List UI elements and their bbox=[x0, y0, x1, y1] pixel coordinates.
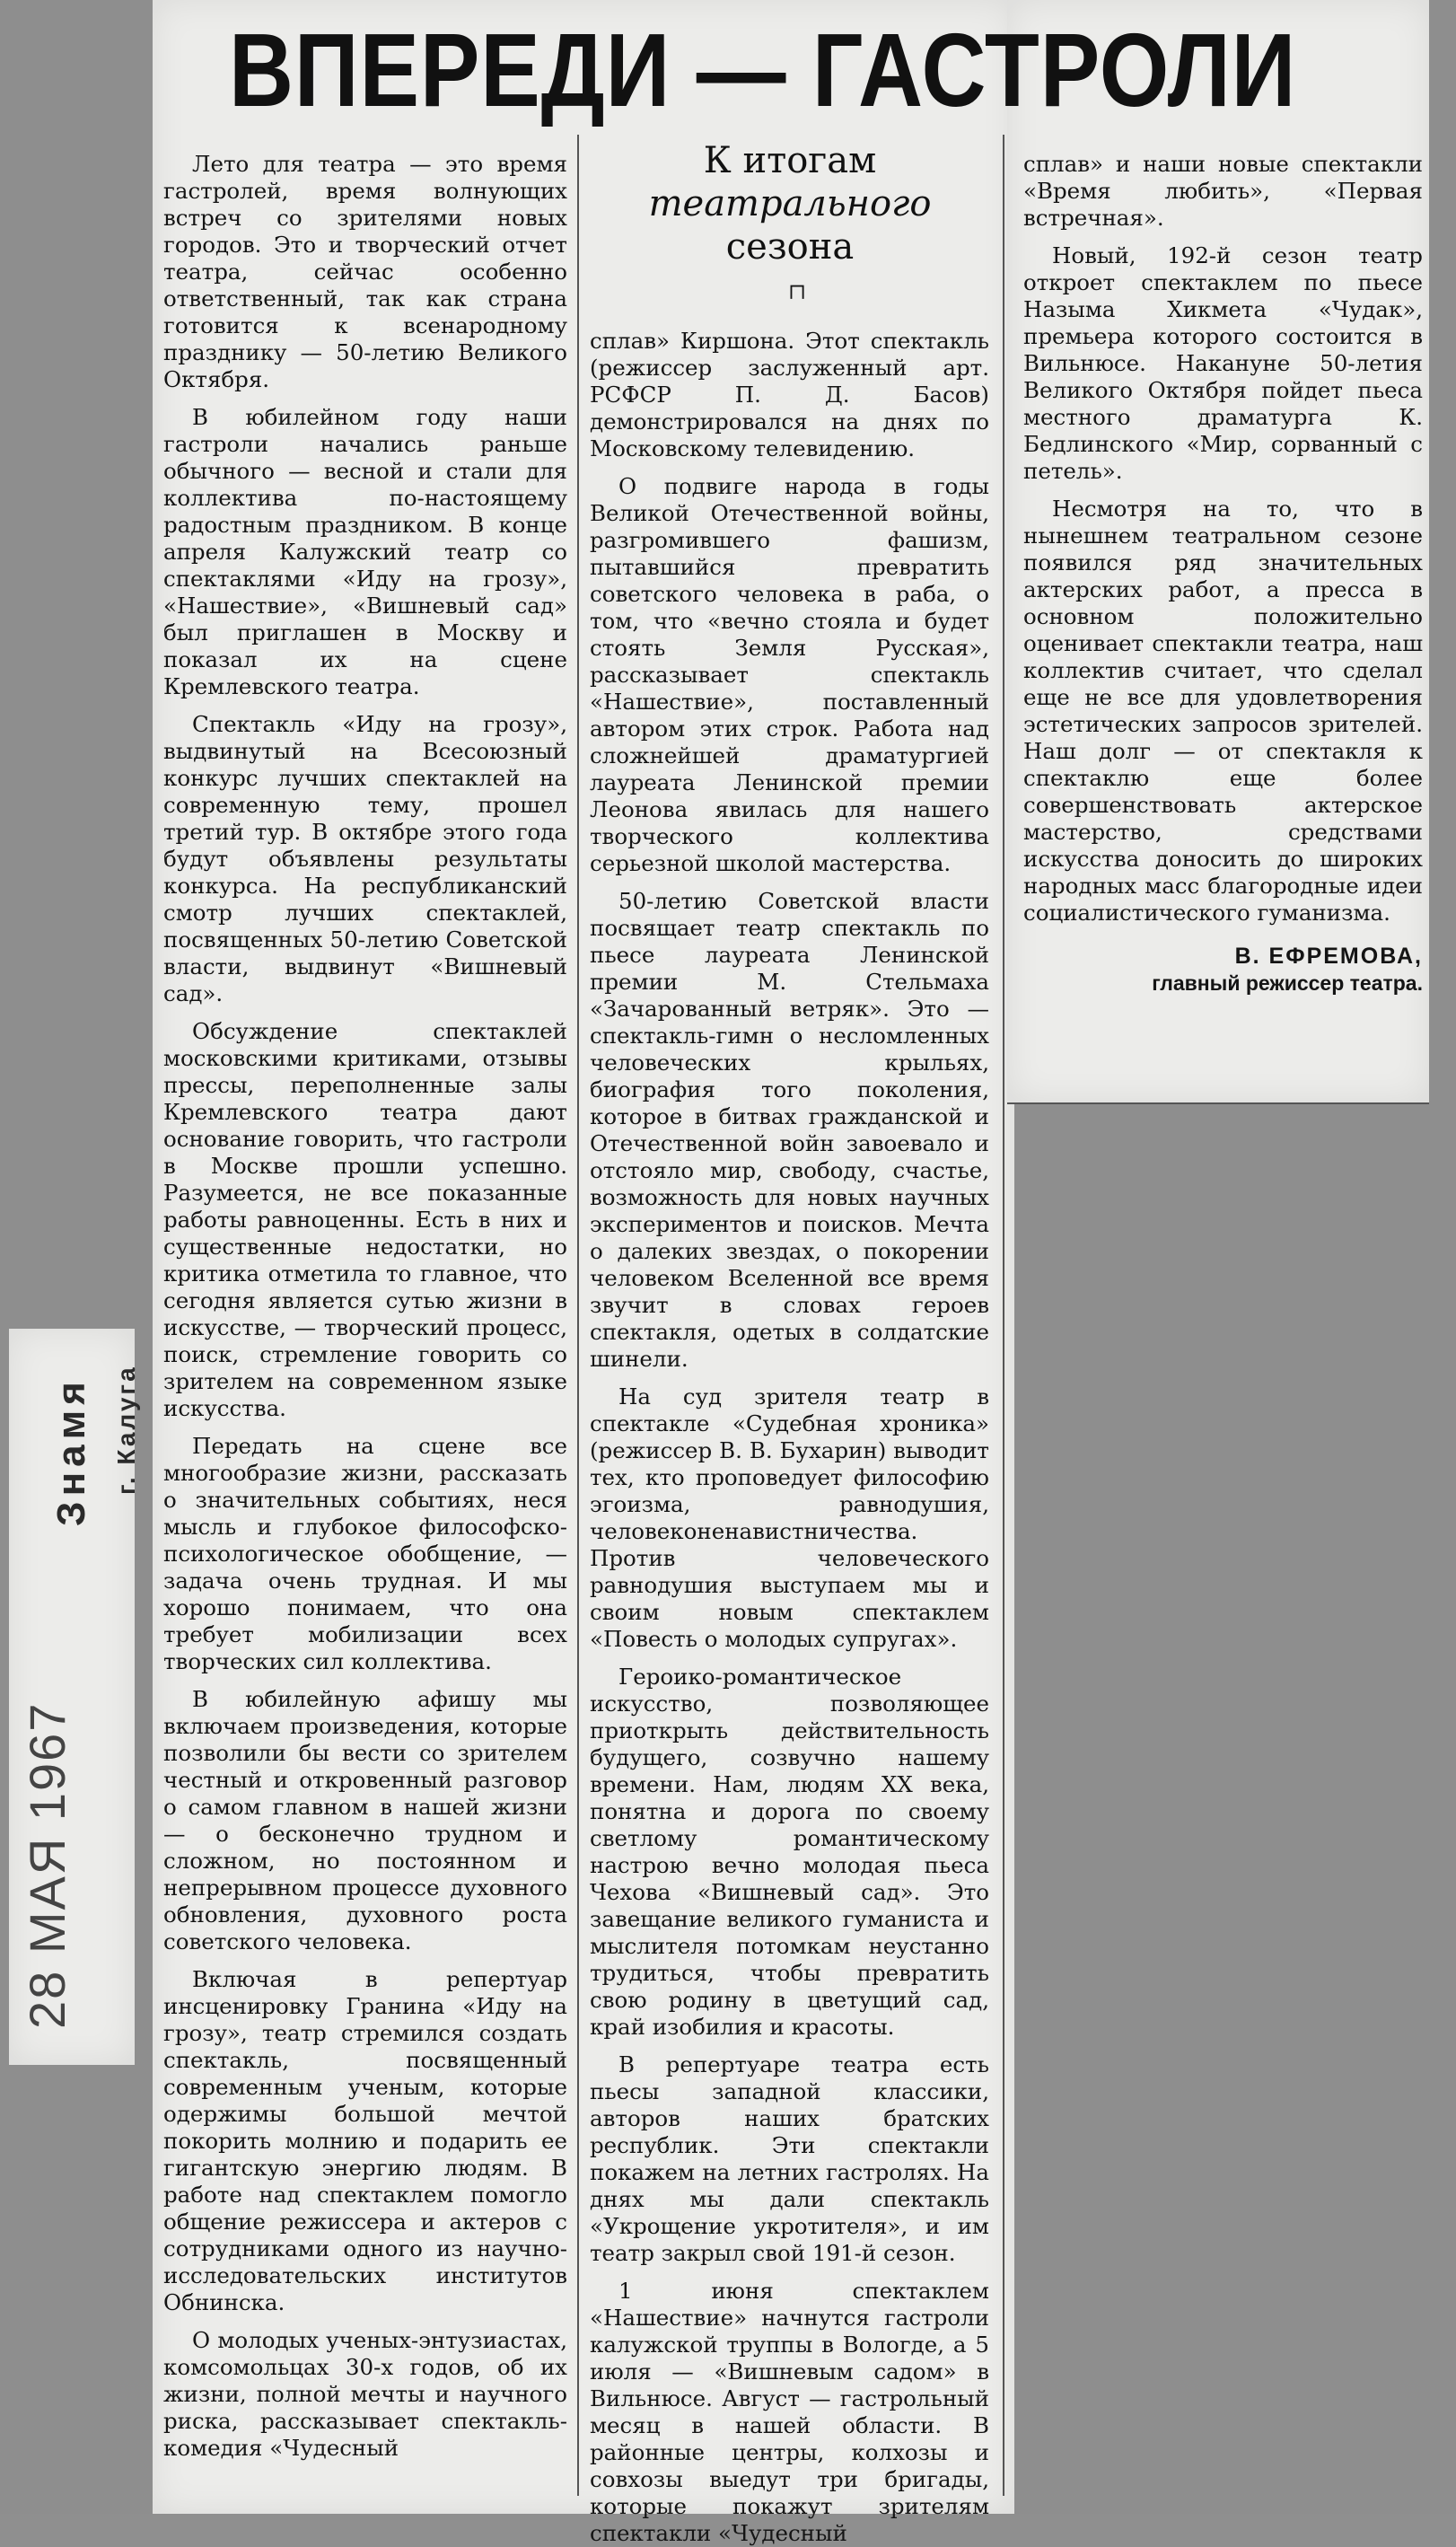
ornament-icon: ⊓ bbox=[787, 279, 807, 304]
paragraph: Спектакль «Иду на грозу», выдвинутый на Всесоюзный конкурс лучших спектаклей на современную тему, прошел третий тур. В октябре этого года будут объявлены результаты конкурса. На республиканский смотр лучших спектаклей, посвященных 50-летию Советской власти, выдвинут «Вишневый сад». bbox=[163, 711, 567, 1006]
paragraph: В юбилейную афишу мы включаем произведения, которые позволили бы вести со зрителем честный и откровенный разговор о самом главном в нашей жизни — о бесконечно трудном и сложном, но постоянном и непрерывном процессе духовного обновления, духовного роста советского человека. bbox=[163, 1686, 567, 1954]
paragraph: Героико-романтическое искусство, позволяющее приоткрыть действительность будущего, созвучно нашему времени. Нам, людям XX века, понятна и дорога по своему светлому романтическому настрою вечно молодая пьеса Чехова «Вишневый сад». Это завещание великого гуманиста и мыслителя потомкам неустанно трудиться, чтобы превратить свою родину в цветущий сад, край изобилия и красоты. bbox=[590, 1664, 989, 2040]
paragraph: На суд зрителя театр в спектакле «Судебная хроника» (режиссер В. В. Бухарин) выводит тех, кто проповедует философию эгоизма, равнодушия, человеконенавистничества. Против человеческого равнодушия выступаем мы и своим новым спектаклем «Повесть о молодых супругах». bbox=[590, 1383, 989, 1652]
paragraph: сплав» и наши новые спектакли «Время любить», «Первая встречная». bbox=[1023, 151, 1423, 231]
paragraph: 50-летию Советской власти посвящает театр спектакль по пьесе лауреата Ленинской премии М. Стельмаха «Зачарованный ветряк». Это — спектакль-гимн о несломленных человеческих крыльях, биография того поколения, которое в битвах гражданской и Отечественной войн завоевало и отстояло мир, свободу, счастье, возможность для новых научных экспериментов и поисков. Мечта о далеких звездах, о покорении человеком Вселенной все время звучит в словах героев спектакля, одетых в солдатские шинели. bbox=[590, 888, 989, 1372]
article-column-1 bbox=[163, 151, 567, 2503]
clipping-edge-rule bbox=[1007, 1102, 1429, 1104]
paragraph: Включая в репертуар инсценировку Гранина «Иду на грозу», театр стремился создать спектакль, посвященный современным ученым, которые одержимы большой мечтой покорить молнию и подарить ее гигантскую энергию людям. В работе над спектаклем помогло общение режиссера и актеров с сотрудниками одного из научно-исследовательских институтов Обнинска. bbox=[163, 1966, 567, 2315]
publication-date-stamp: 28 МАЯ 1967 bbox=[19, 1701, 75, 2029]
article-column-3 bbox=[1023, 151, 1423, 1093]
paragraph: Обсуждение спектаклей московскими критиками, отзывы прессы, переполненные залы Кремлевского театра дают основание говорить, что гастроли в Москве прошли успешно. Разумеется, не все показанные работы равноценны. Есть в них и существенные недостатки, но критика отметила то главное, что сегодня является сутью жизни в искусстве, — творческий процесс, поиск, стремление говорить со зрителем на современном языке искусства. bbox=[163, 1018, 567, 1421]
paragraph: Новый, 192-й сезон театр откроет спектаклем по пьесе Назыма Хикмета «Чудак», премьера которого состоится в Вильнюсе. Накануне 50-летия Великого Октября пойдет пьеса местного драматурга К. Бедлинского «Мир, сорванный с петель». bbox=[1023, 242, 1423, 484]
author-title: главный режиссер театра. bbox=[1152, 971, 1423, 995]
paragraph: О молодых ученых-энтузиастах, комсомольцах 30-х годов, об их жизни, полной мечты и научного риска, рассказывает спектакль-комедия «Чудесный bbox=[163, 2327, 567, 2461]
paragraph: Лето для театра — это время гастролей, время волнующих встреч со зрителями новых городов. Это и творческий отчет театра, сейчас особенно ответственный, так как страна готовится к всенародному празднику — 50-летию Великого Октября. bbox=[163, 151, 567, 392]
paragraph: В репертуаре театра есть пьесы западной классики, авторов наших братских республик. Эти спектакли покажем на летних гастролях. На днях мы дали спектакль «Укрощение укротителя», и им театр закрыл свой 191-й сезон. bbox=[590, 2051, 989, 2266]
article-subheading bbox=[610, 139, 969, 268]
article-headline: ВПЕРЕДИ — ГАСТРОЛИ bbox=[229, 12, 1297, 128]
column-rule bbox=[577, 135, 579, 2496]
article-column-2 bbox=[590, 328, 989, 2546]
paragraph: В юбилейном году наши гастроли начались раньше обычного — весной и стали для коллектива по-настоящему радостным праздником. В конце апреля Калужский театр со спектаклями «Иду на грозу», «Нашествие», «Вишневый сад» был приглашен в Москву и показал их на сцене Кремлевского театра. bbox=[163, 404, 567, 699]
paragraph: 1 июня спектаклем «Нашествие» начнутся гастроли калужской труппы в Вологде, а 5 июля — «Вишневым садом» в Вильнюсе. Август — гастрольный месяц в нашей области. В районные центры, колхозы и совхозы выедут три бригады, которые покажут зрителям спектакли «Чудесный bbox=[590, 2278, 989, 2546]
author-name: В. ЕФРЕМОВА, bbox=[1234, 944, 1423, 969]
author-signature bbox=[1023, 943, 1423, 997]
subheading-line-2: театрального bbox=[648, 183, 932, 224]
paragraph: Передать на сцене все многообразие жизни, рассказать о значительных событиях, неся мысль и глубокое философско-психологическое обобщение, — задача очень трудная. И мы хорошо понимаем, что она требует мобилизации всех творческих сил коллектива. bbox=[163, 1433, 567, 1674]
subheading-line-1: К итогам bbox=[703, 140, 877, 181]
paragraph: сплав» Киршона. Этот спектакль (режиссер заслуженный арт. РСФСР П. Д. Басов) демонстрировался на днях по Московскому телевидению. bbox=[590, 328, 989, 461]
paragraph: Несмотря на то, что в нынешнем театральном сезоне появился ряд значительных актерских работ, а пресса в основном положительно оценивает спектакли театра, наш коллектив считает, что сделал еще не все для удовлетворения эстетических запросов зрителей. Наш долг — от спектакля к спектаклю еще более совершенствовать актерское мастерство, средствами искусства доносить до широких народных масс благородные идеи социалистического гуманизма. bbox=[1023, 496, 1423, 926]
column-rule bbox=[1003, 135, 1004, 2496]
subheading-line-3: сезона bbox=[725, 226, 855, 268]
paragraph: О подвиге народа в годы Великой Отечественной войны, разгромившего фашизм, пытавшийся превратить советского человека в раба, о том, что «вечно стояла и будет стоять Земля Русская», рассказывает спектакль «Нашествие», поставленный автором этих строк. Работа над сложнейшей драматургией лауреата Ленинской премии Леонова явилась для нашего творческого коллектива серьезной школой мастерства. bbox=[590, 473, 989, 876]
newspaper-city-stamp: г. Калуга bbox=[112, 1365, 140, 1495]
newspaper-name-stamp: Знамя bbox=[49, 1376, 93, 1526]
